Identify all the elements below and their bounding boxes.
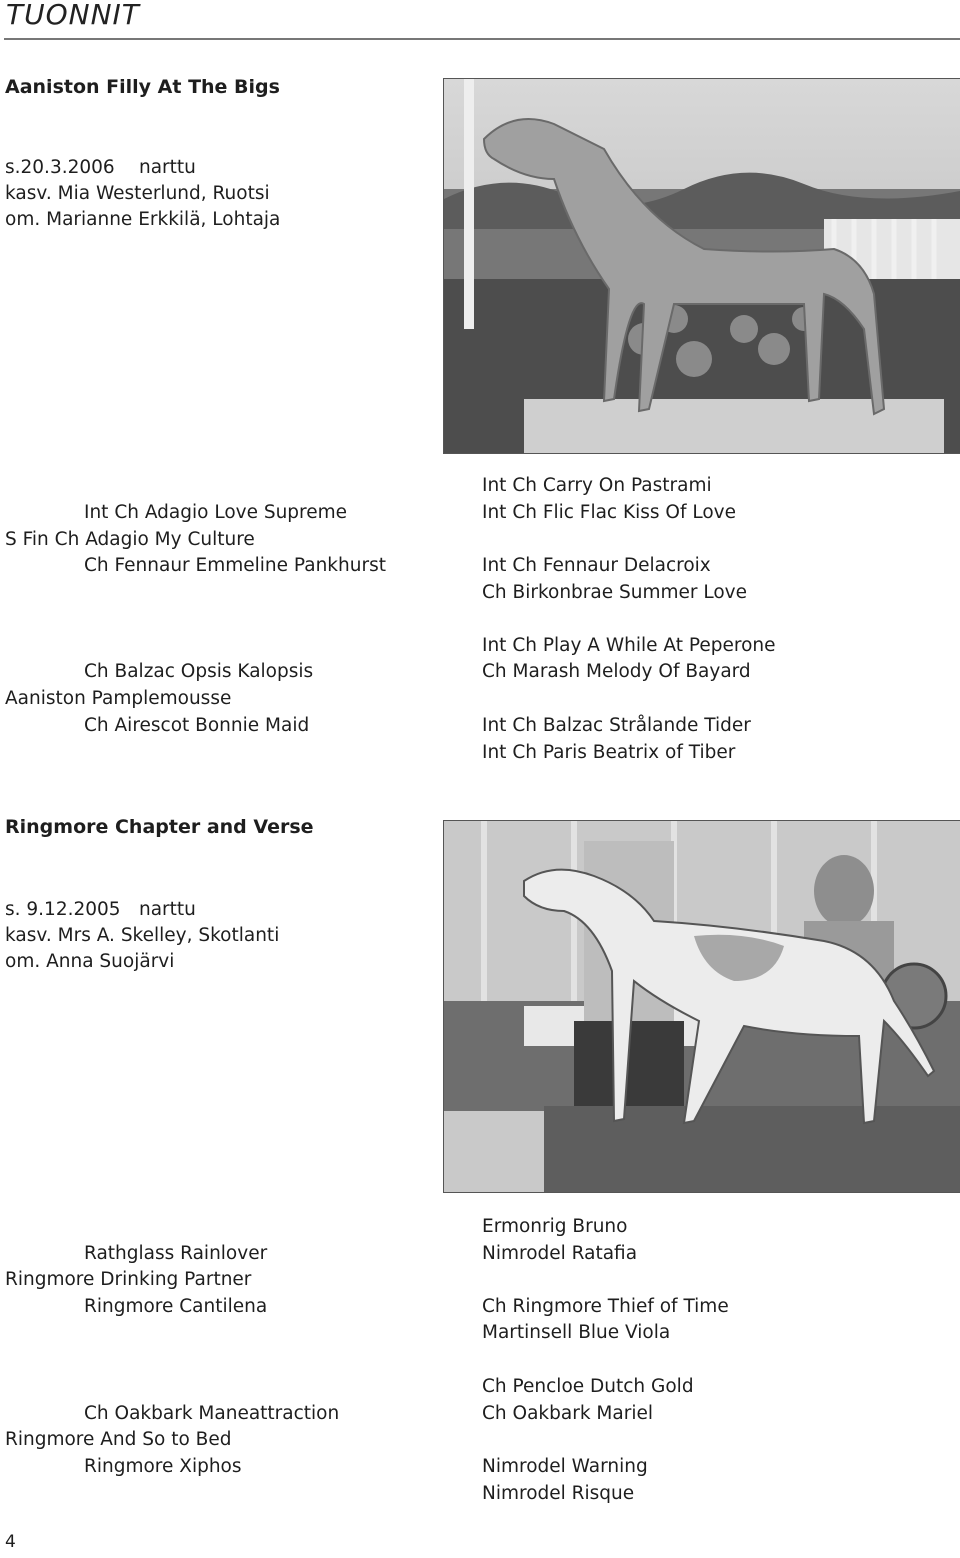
birth-line xyxy=(5,897,196,924)
pedigree-ancestor: Ermonrig Bruno xyxy=(482,1216,628,1237)
pedigree-ancestor: Ch Oakbark Mariel xyxy=(482,1403,653,1424)
header-rule xyxy=(4,38,960,40)
birth-date: s.20.3.2006 xyxy=(5,157,115,178)
birth-date: s. 9.12.2005 xyxy=(5,899,121,920)
page-header-title: TUONNIT xyxy=(6,0,140,31)
dog-photo-image xyxy=(444,821,960,1192)
owner-line: om. Marianne Erkkilä, Lohtaja xyxy=(5,209,281,230)
pedigree-ancestor: Int Ch Play A While At Peperone xyxy=(482,635,776,656)
pedigree-ancestor: Int Ch Paris Beatrix of Tiber xyxy=(482,742,736,763)
page-number: 4 xyxy=(5,1532,16,1552)
pedigree-sire-name: Ringmore Drinking Partner xyxy=(5,1269,252,1290)
pedigree-ancestor: Ch Ringmore Thief of Time xyxy=(482,1296,729,1317)
pedigree-ancestor: Int Ch Flic Flac Kiss Of Love xyxy=(482,502,736,523)
pedigree-ancestor: Int Ch Carry On Pastrami xyxy=(482,475,712,496)
pedigree-ancestor: Nimrodel Ratafia xyxy=(482,1243,638,1264)
dog-name: Aaniston Filly At The Bigs xyxy=(5,76,280,98)
breeder-line: kasv. Mia Westerlund, Ruotsi xyxy=(5,183,270,204)
pedigree-sire-dam: Ringmore Cantilena xyxy=(84,1296,268,1317)
pedigree-ancestor: Martinsell Blue Viola xyxy=(482,1322,671,1343)
dog-photo-image xyxy=(444,79,960,453)
dog-photo xyxy=(443,78,960,454)
pedigree-dam-sire: Ch Balzac Opsis Kalopsis xyxy=(84,661,314,682)
sex: narttu xyxy=(139,899,196,920)
pedigree-ancestor: Int Ch Balzac Strålande Tider xyxy=(482,715,751,736)
pedigree-ancestor: Ch Pencloe Dutch Gold xyxy=(482,1376,694,1397)
pedigree-ancestor: Ch Marash Melody Of Bayard xyxy=(482,661,751,682)
pedigree-ancestor: Nimrodel Warning xyxy=(482,1456,648,1477)
sex: narttu xyxy=(139,157,196,178)
pedigree-dam-dam: Ringmore Xiphos xyxy=(84,1456,242,1477)
birth-line xyxy=(5,155,196,182)
pedigree-dam-name: Aaniston Pamplemousse xyxy=(5,688,232,709)
pedigree-sire: Rathglass Rainlover xyxy=(84,1243,268,1264)
pedigree-sire: Int Ch Adagio Love Supreme xyxy=(84,502,348,523)
pedigree-sire-name: S Fin Ch Adagio My Culture xyxy=(5,529,255,550)
pedigree-dam-sire: Ch Oakbark Maneattraction xyxy=(84,1403,340,1424)
pedigree-sire-dam: Ch Fennaur Emmeline Pankhurst xyxy=(84,555,386,576)
pedigree-ancestor: Nimrodel Risque xyxy=(482,1483,635,1504)
dog-name: Ringmore Chapter and Verse xyxy=(5,816,314,838)
owner-line: om. Anna Suojärvi xyxy=(5,951,175,972)
breeder-line: kasv. Mrs A. Skelley, Skotlanti xyxy=(5,925,280,946)
pedigree-ancestor: Int Ch Fennaur Delacroix xyxy=(482,555,711,576)
pedigree-dam-dam: Ch Airescot Bonnie Maid xyxy=(84,715,310,736)
dog-photo xyxy=(443,820,960,1193)
pedigree-dam-name: Ringmore And So to Bed xyxy=(5,1429,232,1450)
pedigree-ancestor: Ch Birkonbrae Summer Love xyxy=(482,582,748,603)
